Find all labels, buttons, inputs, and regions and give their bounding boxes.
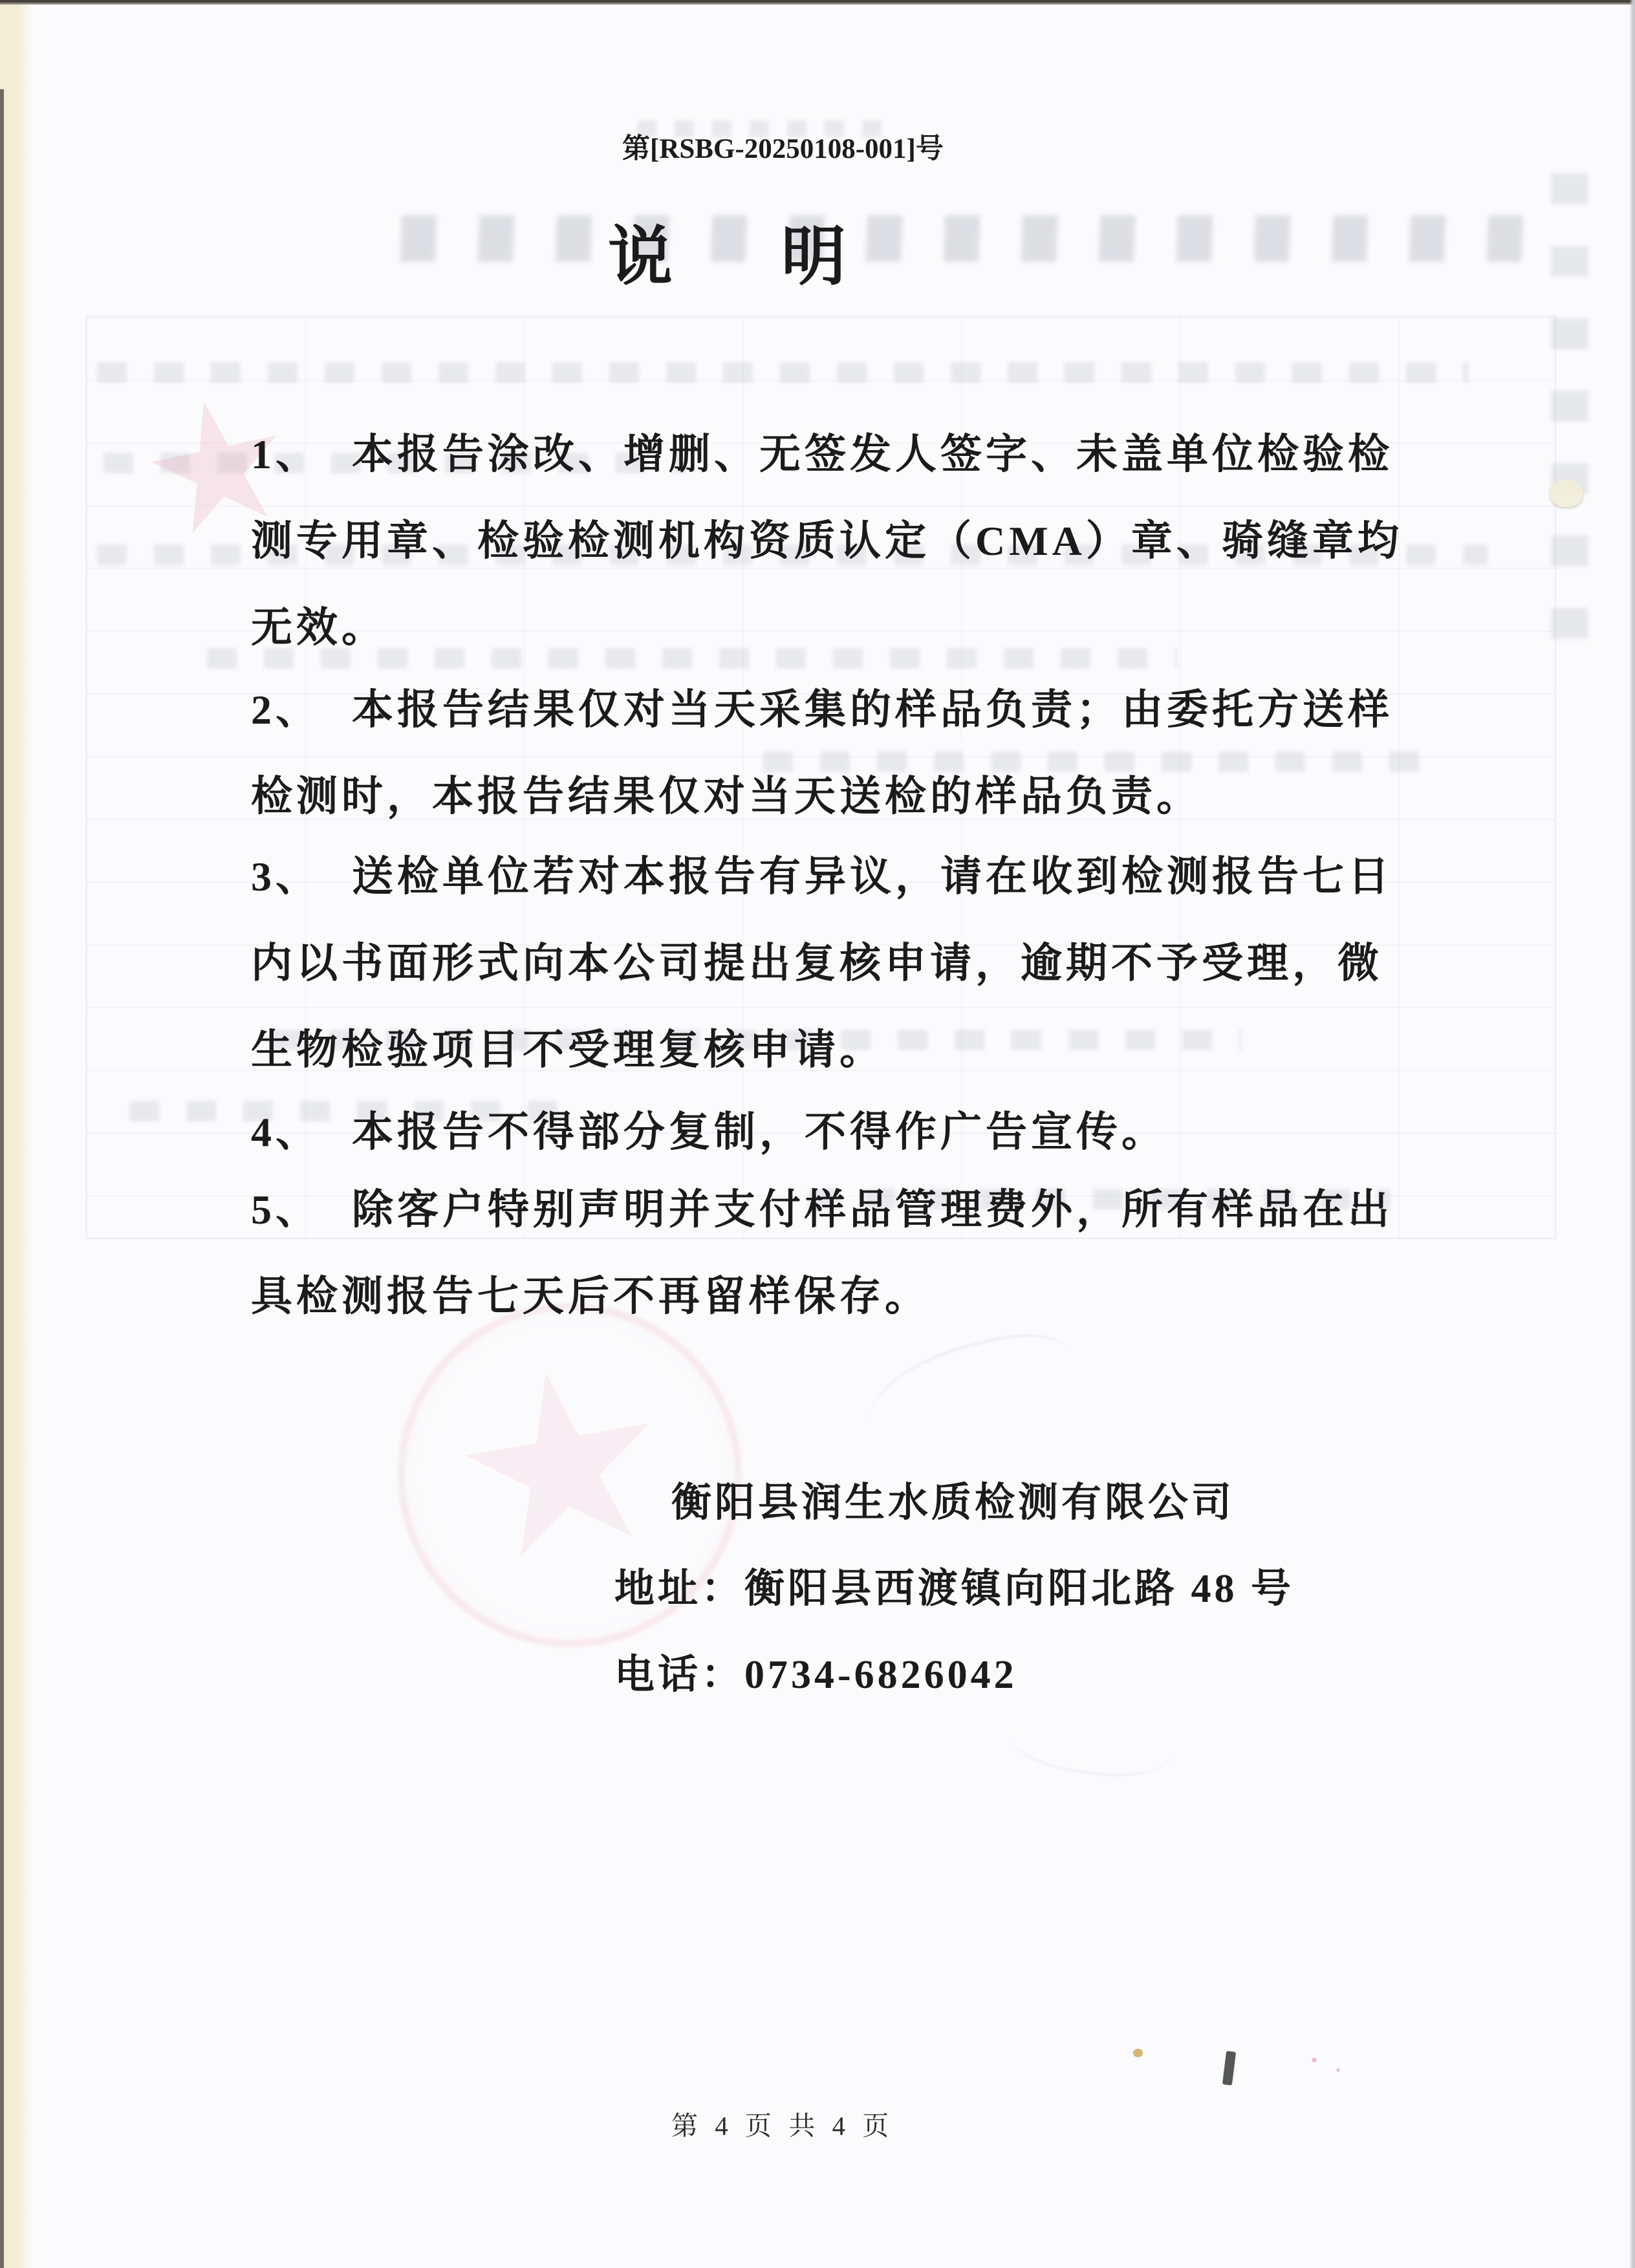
bleedthrough-signature-scribble (858, 1321, 1088, 1468)
scan-edge-right (1629, 0, 1635, 2268)
pink-speck-artifact (1312, 2058, 1317, 2062)
notice-item-5 (251, 1167, 1415, 1340)
notice-line: 无效。 (251, 605, 387, 651)
item-number: 3、 (251, 854, 321, 900)
item-text: 送检单位若对本报告有异议，请在收到检测报告七日 (352, 854, 1393, 900)
notice-line (251, 667, 1415, 753)
scan-edge-left-line (0, 89, 4, 2268)
item-text: 除客户特别声明并支付样品管理费外，所有样品在出 (352, 1187, 1393, 1233)
report-number: 第[RSBG-20250108-001]号 (622, 134, 944, 164)
bleedthrough-text-band (97, 362, 1468, 383)
notice-line: 生物检验项目不受理复核申请。 (251, 1027, 885, 1073)
notice-line: 内以书面形式向本公司提出复核申请，逾期不予受理，微 (251, 940, 1383, 986)
notice-item-4 (251, 1089, 1415, 1176)
item-text: 本报告不得部分复制，不得作广告宣传。 (352, 1109, 1167, 1155)
notice-item-2 (251, 667, 1415, 840)
company-address: 地址：衡阳县西渡镇向阳北路 48 号 (614, 1567, 1295, 1611)
item-number: 1、 (251, 431, 321, 477)
notice-line (251, 1089, 1415, 1176)
pen-mark-artifact (1222, 2051, 1236, 2085)
item-number: 4、 (251, 1109, 321, 1155)
notice-line (251, 411, 1415, 498)
scan-edge-top (0, 0, 1635, 5)
bleedthrough-title-text (400, 215, 1541, 262)
page-number-footer: 第 4 页 共 4 页 (671, 2111, 894, 2141)
item-number: 5、 (251, 1187, 321, 1233)
item-text: 本报告涂改、增删、无签发人签字、未盖单位检验检 (352, 431, 1393, 477)
bleedthrough-text-column (1551, 173, 1588, 652)
notice-item-1 (251, 411, 1415, 671)
scan-edge-left (0, 0, 34, 2268)
notice-line: 具检测报告七天后不再留样保存。 (251, 1273, 930, 1319)
notice-line: 检测时，本报告结果仅对当天送检的样品负责。 (251, 773, 1202, 819)
paper-defect-artifact (1550, 480, 1583, 507)
notice-line (251, 1167, 1415, 1253)
notice-line (251, 834, 1415, 920)
yellow-speck-artifact (1133, 2049, 1143, 2057)
company-info-block (614, 1460, 1294, 1718)
page-title: 说 明 (608, 221, 868, 293)
notice-item-3 (251, 834, 1415, 1094)
company-name: 衡阳县润生水质检测有限公司 (671, 1481, 1235, 1525)
pink-speck-artifact (1336, 2068, 1340, 2072)
item-number: 2、 (251, 687, 321, 733)
notice-line: 测专用章、检验检测机构资质认定（CMA）章、骑缝章均 (251, 518, 1403, 564)
company-phone: 电话：0734-6826042 (614, 1653, 1017, 1697)
item-text: 本报告结果仅对当天采集的样品负责；由委托方送样 (352, 687, 1393, 733)
